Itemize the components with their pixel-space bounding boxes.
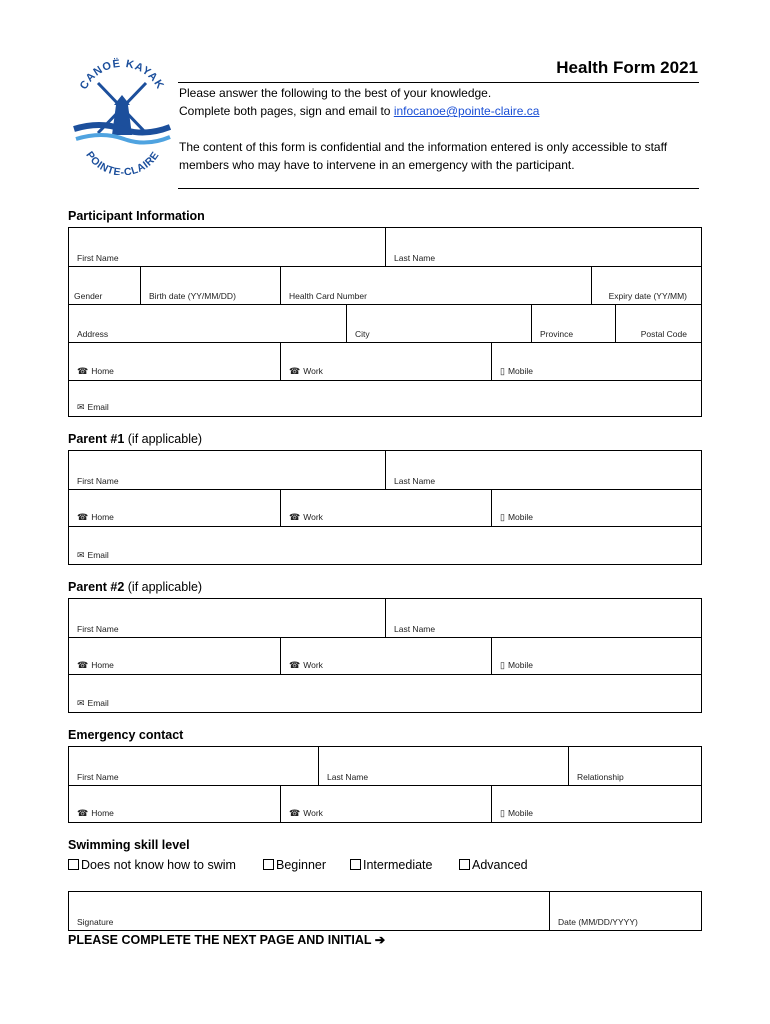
checkbox-icon [68, 859, 79, 870]
address-field[interactable]: Address [77, 329, 109, 339]
swim-option-none[interactable]: Does not know how to swim [68, 858, 236, 872]
phone-icon: ☎ [289, 660, 301, 670]
last-name-field[interactable]: Last Name [385, 228, 701, 266]
header-rule-bottom [178, 188, 699, 189]
mobile-icon: ▯ [500, 366, 505, 376]
checkbox-icon [350, 859, 361, 870]
email-icon: ✉ [77, 698, 85, 708]
parent1-home-field[interactable]: ☎ Home [77, 512, 114, 522]
parent2-home-field[interactable]: ☎ Home [77, 660, 114, 670]
parent1-work-field[interactable]: ☎ Work [280, 490, 491, 526]
emergency-form [68, 746, 702, 823]
logo-text-top: CANOË KAYAK [77, 57, 167, 92]
header-rule-top [178, 82, 699, 83]
intro-line-2: Complete both pages, sign and email to infocanoe@pointe-claire.ca [179, 104, 540, 118]
participant-form [68, 227, 702, 417]
email-icon: ✉ [77, 402, 85, 412]
mobile-icon: ▯ [500, 808, 505, 818]
health-card-field[interactable]: Health Card Number [280, 267, 591, 304]
canoe-kayak-logo [70, 55, 175, 175]
phone-icon: ☎ [77, 660, 89, 670]
work-phone-field[interactable]: ☎ Work [280, 343, 491, 380]
home-phone-field[interactable]: ☎ Home [77, 366, 114, 376]
birth-date-field[interactable]: Birth date (YY/MM/DD) [140, 267, 280, 304]
first-name-field[interactable]: First Name [77, 253, 119, 263]
parent2-mobile-field[interactable]: ▯ Mobile [491, 638, 701, 674]
logo-text-bottom: POINTE-CLAIRE [83, 149, 162, 175]
emergency-mobile-field[interactable]: ▯ Mobile [491, 786, 701, 822]
checkbox-icon [263, 859, 274, 870]
mobile-icon: ▯ [500, 660, 505, 670]
swimming-heading: Swimming skill level [68, 838, 190, 852]
province-field[interactable]: Province [531, 305, 615, 342]
signature-form [68, 891, 702, 931]
email-icon: ✉ [77, 550, 85, 560]
parent1-email-field[interactable]: ✉ Email [77, 550, 109, 560]
swimming-options [68, 858, 702, 878]
signature-date-field[interactable]: Date (MM/DD/YYYY) [549, 892, 701, 930]
parent2-form [68, 598, 702, 713]
intro-line-4: members who may have to intervene in an emergency with the participant. [179, 158, 575, 172]
form-title: Health Form 2021 [556, 58, 698, 77]
emergency-first-name-field[interactable]: First Name [77, 772, 119, 782]
parent1-heading: Parent #1 (if applicable) [68, 432, 203, 446]
city-field[interactable]: City [346, 305, 531, 342]
parent2-work-field[interactable]: ☎ Work [280, 638, 491, 674]
mobile-icon: ▯ [500, 512, 505, 522]
svg-text:CANOË KAYAK [78, 57, 167, 92]
parent1-form [68, 450, 702, 565]
gender-field[interactable]: Gender [74, 291, 103, 301]
phone-icon: ☎ [289, 512, 301, 522]
footer-instruction: PLEASE COMPLETE THE NEXT PAGE AND INITIAL ➔ [68, 933, 386, 947]
svg-text:POINTE-CLAIRE [83, 149, 161, 175]
parent2-first-name-field[interactable]: First Name [77, 624, 119, 634]
checkbox-icon [459, 859, 470, 870]
emergency-work-field[interactable]: ☎ Work [280, 786, 491, 822]
phone-icon: ☎ [77, 808, 89, 818]
parent1-mobile-field[interactable]: ▯ Mobile [491, 490, 701, 526]
emergency-home-field[interactable]: ☎ Home [77, 808, 114, 818]
swim-option-beginner[interactable]: Beginner [263, 858, 326, 872]
intro-line-1: Please answer the following to the best of your knowledge. [179, 86, 492, 100]
phone-icon: ☎ [77, 512, 89, 522]
intro-text [179, 84, 667, 174]
email-field[interactable]: ✉ Email [77, 402, 109, 412]
participant-heading: Participant Information [68, 209, 205, 223]
arrow-right-icon: ➔ [374, 933, 386, 947]
phone-icon: ☎ [289, 366, 301, 376]
phone-icon: ☎ [77, 366, 89, 376]
postal-code-field[interactable]: Postal Code [615, 305, 701, 342]
swim-option-intermediate[interactable]: Intermediate [350, 858, 432, 872]
intro-line-3: The content of this form is confidential and the information entered is only accessible to staff [179, 140, 668, 154]
parent2-email-field[interactable]: ✉ Email [77, 698, 109, 708]
parent2-last-name-field[interactable]: Last Name [385, 599, 701, 637]
phone-icon: ☎ [289, 808, 301, 818]
emergency-heading: Emergency contact [68, 728, 184, 742]
mobile-phone-field[interactable]: ▯ Mobile [491, 343, 701, 380]
signature-field[interactable]: Signature [77, 917, 114, 927]
email-link[interactable]: infocanoe@pointe-claire.ca [393, 104, 540, 118]
expiry-date-field[interactable]: Expiry date (YY/MM) [591, 267, 701, 304]
parent1-last-name-field[interactable]: Last Name [385, 451, 701, 489]
parent1-first-name-field[interactable]: First Name [77, 476, 119, 486]
swim-option-advanced[interactable]: Advanced [459, 858, 528, 872]
emergency-last-name-field[interactable]: Last Name [318, 747, 568, 785]
relationship-field[interactable]: Relationship [568, 747, 701, 785]
parent2-heading: Parent #2 (if applicable) [68, 580, 203, 594]
